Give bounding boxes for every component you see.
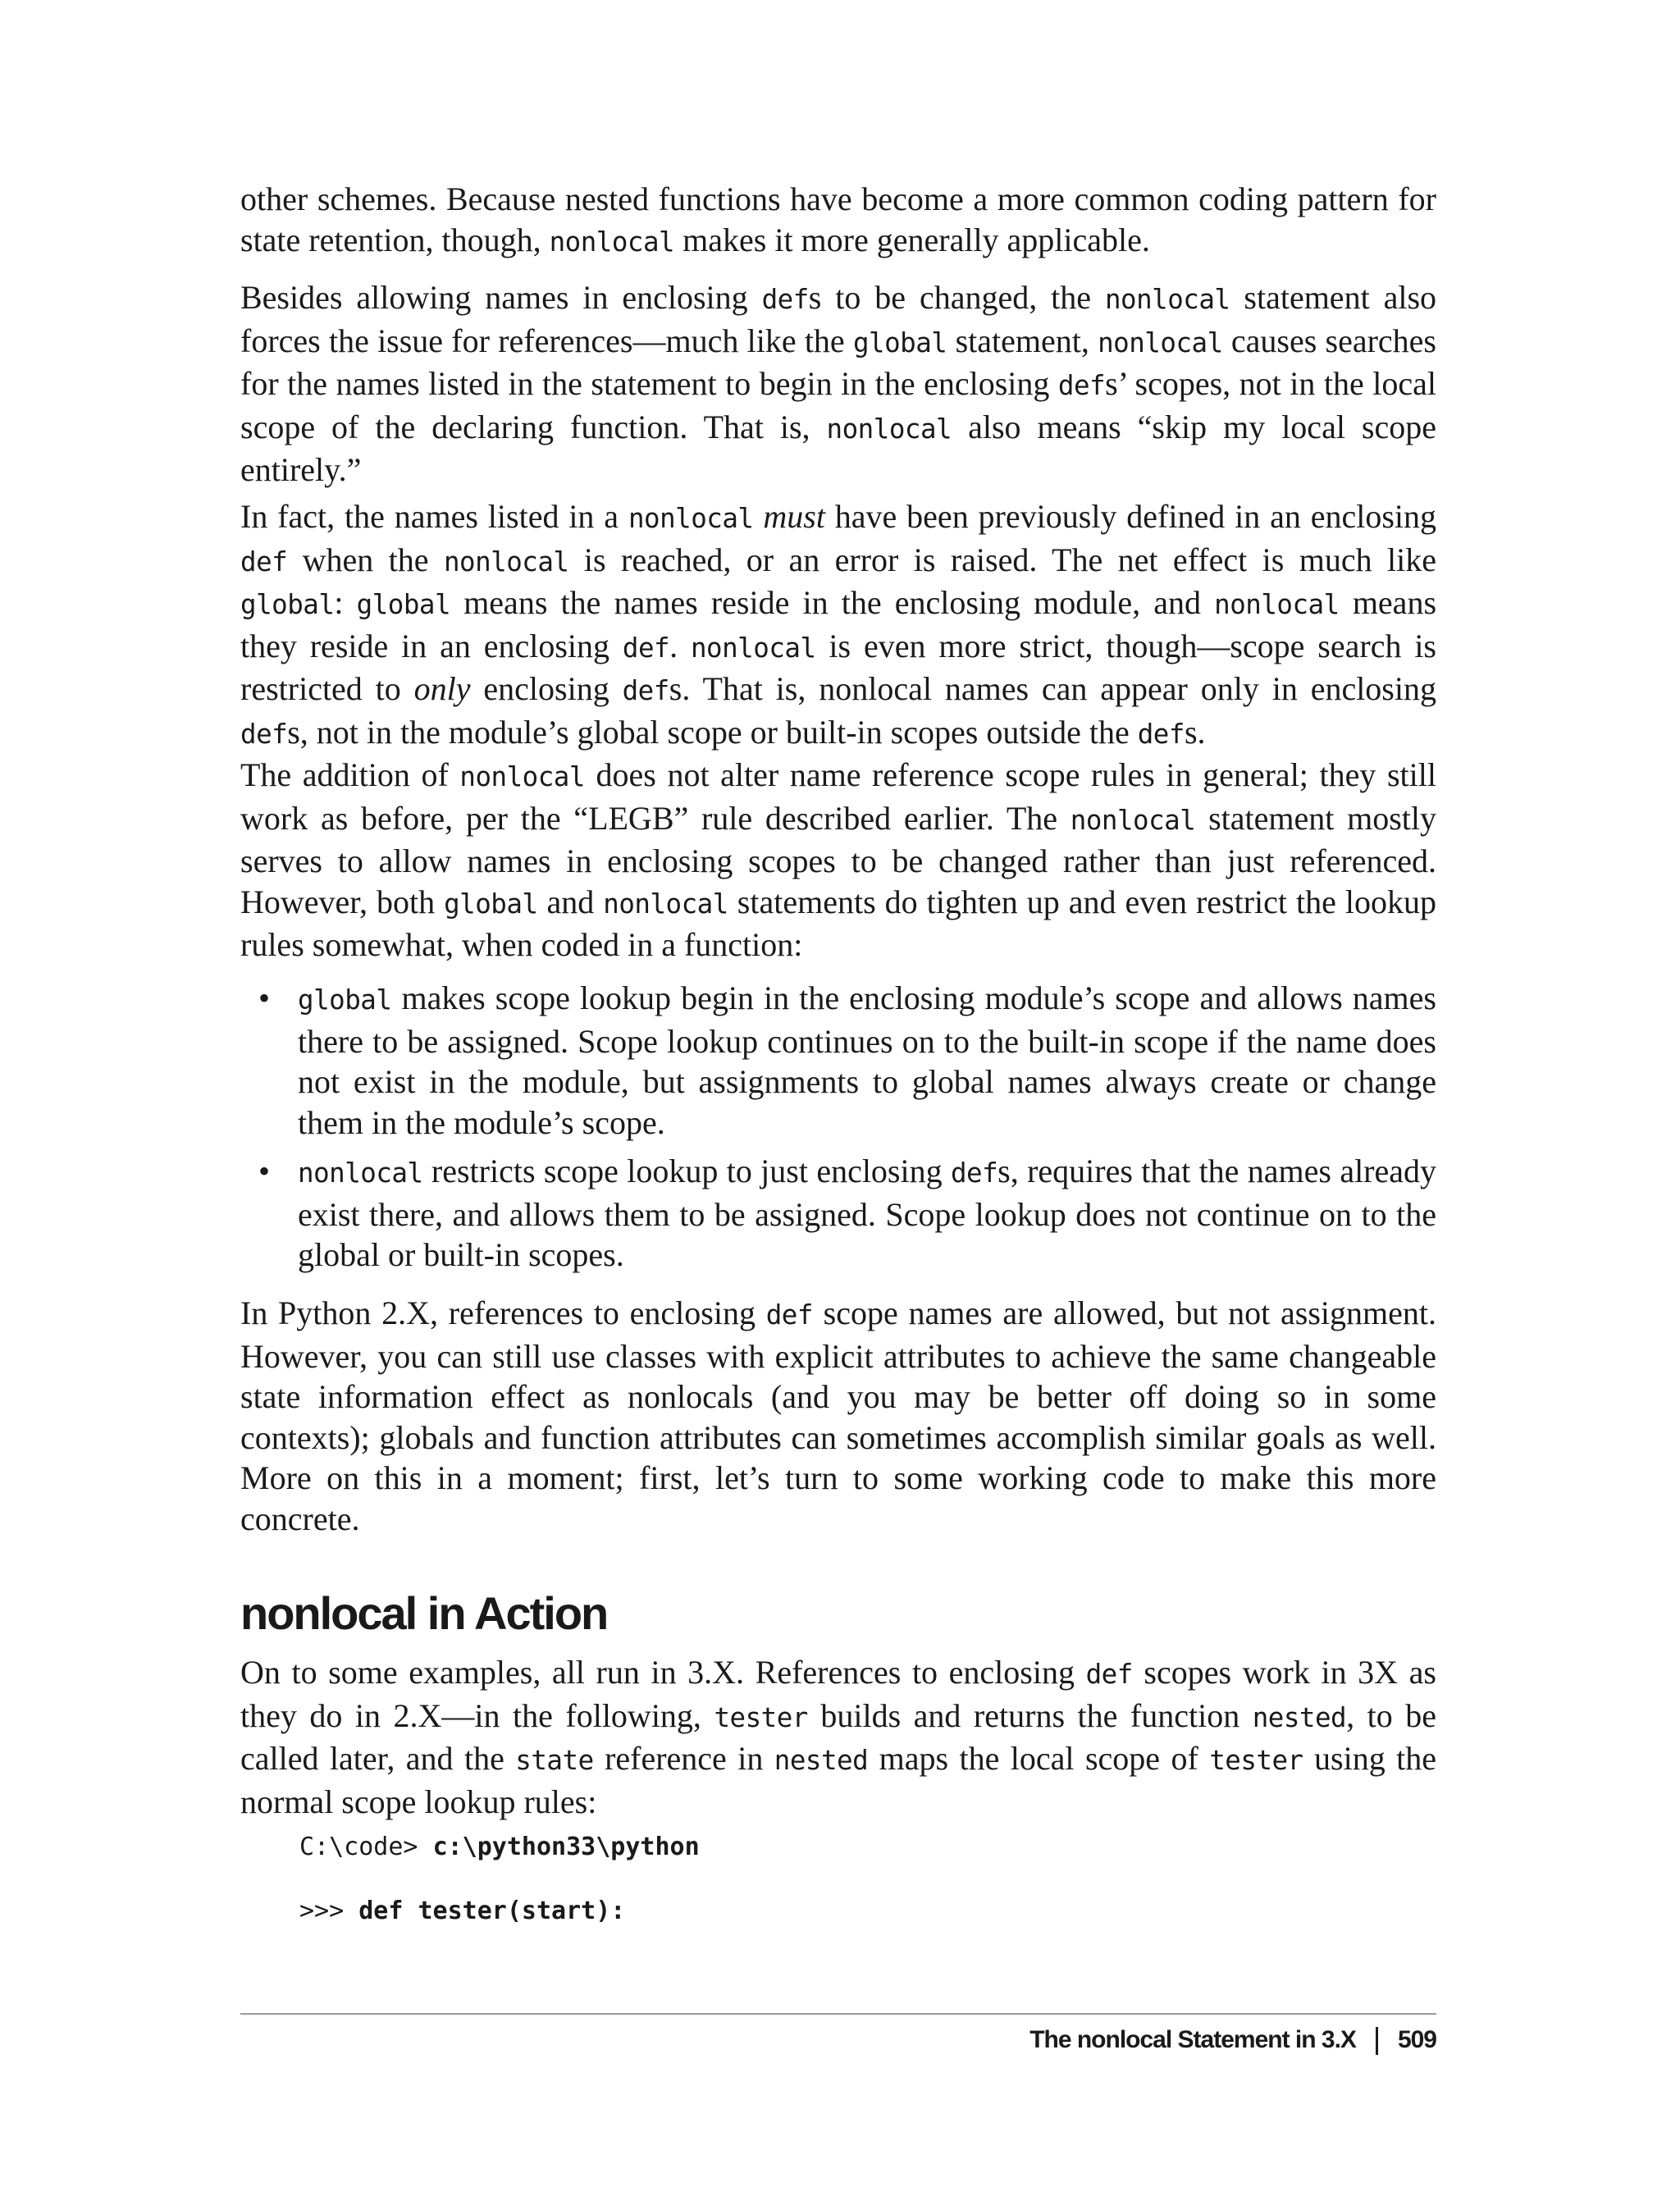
inline-code: def (240, 718, 288, 750)
inline-code: nonlocal (549, 226, 675, 258)
bullet-item (240, 1151, 1436, 1276)
emphasis-text: must (763, 498, 825, 535)
text-run: makes scope lookup begin in the enclosing module’s scope and allows names there to be assigned. Scope lookup continues on to the built-in scope if the name does not exist in the module, but assignments to global names always create or change them in the module’s scope. (298, 979, 1436, 1141)
text-run: statements do tighten up and even restrict the lookup rules somewhat, when coded in a function: (240, 883, 1436, 963)
bullet-list (240, 978, 1436, 1284)
text-run: reference in (593, 1740, 774, 1777)
paragraph (240, 1293, 1436, 1539)
text-run: Besides allowing names in enclosing (240, 279, 762, 316)
text-run: scope names are allowed, but not assignment. However, you can still use classes with explicit attributes to achieve the same changeable state information effect as nonlocals (and you may be better off doing so in some contexts); globals and function attributes can sometimes accomplish similar goals as well. More on this in a moment; first, let’s turn to some working code to make this more concrete. (240, 1294, 1437, 1537)
inline-code: global (298, 984, 392, 1016)
inline-code: global (444, 888, 538, 920)
text-run: s, not in the module’s global scope or built-in scopes outside the (287, 713, 1138, 751)
bullet-text (298, 979, 1436, 1141)
emphasis-text: only (413, 670, 471, 707)
inline-code: def (765, 1299, 813, 1331)
text-run: On to some examples, all run in 3.X. References to enclosing (240, 1654, 1086, 1691)
paragraph (240, 755, 1436, 966)
bullet-text (298, 1153, 1436, 1273)
inline-code: global (356, 589, 451, 620)
inline-code: global (240, 589, 335, 620)
inline-code: nested (1252, 1701, 1347, 1733)
inline-code: nonlocal (1070, 804, 1196, 836)
inline-code: nonlocal (459, 761, 585, 792)
text-run: does not alter name reference scope rules in general; they still work as before, per the “LEGB” rule described earlier. The (240, 756, 1436, 837)
text-run: when the (287, 541, 444, 578)
section-heading: nonlocal in Action (240, 1587, 608, 1639)
paragraph (240, 496, 1436, 755)
inline-code: nonlocal (1104, 284, 1230, 315)
text-run: : (334, 584, 357, 621)
text-run: builds and returns the function (807, 1696, 1253, 1734)
text-run: statement mostly serves to allow names in enclosing scopes to be changed rather than just referenced. However, both (240, 799, 1436, 920)
text-run: other schemes. Because nested functions have become a more common coding pattern for state retention, though, (240, 180, 1436, 258)
book-page (240, 0, 1436, 2205)
text-run: . (669, 627, 691, 664)
footer-rule (240, 2013, 1436, 2015)
inline-code: def (240, 546, 288, 578)
inline-code: nested (774, 1745, 869, 1776)
inline-code: def (1137, 718, 1185, 750)
inline-code: nonlocal (826, 413, 952, 445)
text-run: statement also forces the issue for references—much like the (240, 279, 1437, 359)
paragraph (240, 277, 1436, 491)
inline-code: nonlocal (1098, 326, 1223, 358)
inline-code: nonlocal (443, 546, 569, 578)
footer-separator (1376, 2027, 1378, 2055)
bullet-item (240, 978, 1436, 1143)
text-run: s to be changed, the (808, 279, 1105, 316)
text-run: means they reside in an enclosing (240, 584, 1437, 664)
text-run: The addition of (240, 756, 460, 793)
inline-code: tester (1209, 1745, 1303, 1776)
inline-code: global (852, 326, 947, 358)
inline-code: nonlocal (690, 632, 816, 664)
inline-code: nonlocal (1214, 589, 1340, 620)
page-footer (1029, 2026, 1436, 2055)
text-run: and (537, 883, 604, 920)
text-run: s. That is, nonlocal names can appear only in enclosing (669, 670, 1436, 707)
text-run: s, requires that the names already exist there, and allows them to be assigned. Scope lookup does not continue on to the global or built-in scopes. (298, 1153, 1437, 1273)
text-run: is even more strict, though—scope search is restricted to (240, 627, 1437, 707)
code-line (299, 1897, 625, 1926)
inline-code: def (1057, 370, 1106, 401)
inline-code: def (761, 284, 809, 315)
code-line (299, 1833, 700, 1862)
inline-code: def (1085, 1659, 1133, 1690)
inline-code: tester (714, 1701, 808, 1733)
bullet-dot-icon: • (258, 979, 271, 1016)
text-run: s. (1184, 713, 1206, 751)
text-run: , to be called later, and the (240, 1696, 1436, 1777)
text-run: s’ scopes, not in the local scope of the declaring function. That is, (240, 365, 1436, 445)
text-run: using the normal scope lookup rules: (240, 1740, 1437, 1820)
inline-code: nonlocal (628, 503, 754, 534)
page-number: 509 (1397, 2026, 1436, 2053)
text-run: In Python 2.X, references to enclosing (240, 1294, 766, 1331)
inline-code: nonlocal (298, 1157, 423, 1189)
text-run: is reached, or an error is raised. The net effect is much like (568, 541, 1436, 578)
inline-code: state (515, 1745, 594, 1776)
inline-code: def (950, 1157, 998, 1189)
code-prompt: C:\code> (299, 1833, 433, 1861)
code-command: c:\python33\python (432, 1833, 700, 1861)
code-prompt: >>> (299, 1897, 359, 1925)
bullet-dot-icon: • (258, 1153, 271, 1189)
code-command: def tester(start): (358, 1897, 626, 1925)
text-run: also means “skip my local scope entirely.” (240, 408, 1436, 488)
inline-code: def (622, 632, 670, 664)
inline-code: def (622, 675, 669, 706)
text-run: causes searches for the names listed in the statement to begin in the enclosing (240, 322, 1437, 402)
text-run: restricts scope lookup to just enclosing (422, 1153, 951, 1189)
inline-code: nonlocal (603, 888, 728, 920)
text-run: means the names reside in the enclosing module, and (450, 584, 1215, 621)
text-run: maps the local scope of (868, 1740, 1210, 1777)
paragraph (240, 1652, 1436, 1822)
running-title: The nonlocal Statement in 3.X (1029, 2026, 1356, 2053)
text-run (753, 498, 763, 535)
text-run: scopes work in 3X as they do in 2.X—in the following, (240, 1654, 1437, 1734)
text-run: In fact, the names listed in a (240, 498, 628, 535)
text-run: enclosing (470, 670, 623, 707)
text-run: makes it more generally applicable. (674, 221, 1150, 258)
text-run: statement, (947, 322, 1098, 359)
paragraph (240, 179, 1436, 262)
text-run: have been previously defined in an enclosing (824, 498, 1437, 535)
